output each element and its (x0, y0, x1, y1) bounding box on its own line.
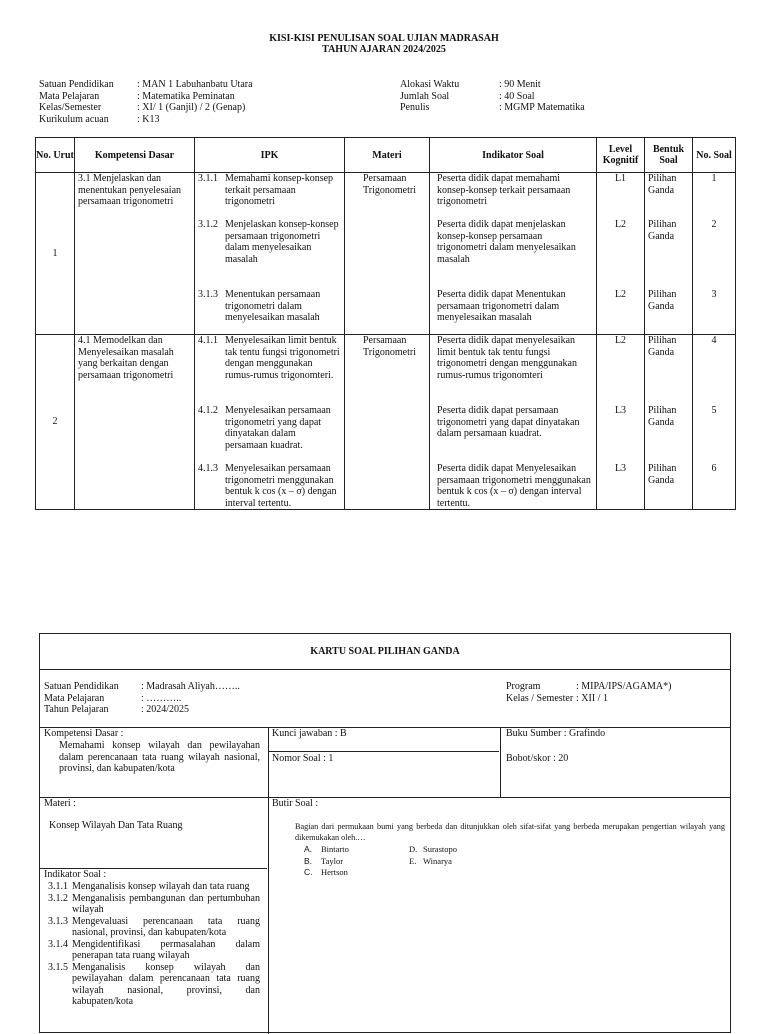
nosoal-cell (693, 335, 736, 510)
table-row (36, 173, 736, 335)
list-item (48, 881, 260, 893)
ipk-code: 3.1.3 (198, 289, 218, 300)
buku-sumber: Buku Sumber : Grafindo (506, 728, 606, 739)
indikator-item-text: Menganalisis konsep wilayah dan tata ruang (72, 881, 250, 892)
option-text: Taylor (321, 855, 344, 866)
card-meta-value: : Madrasah Aliyah…….. (141, 681, 240, 692)
bentuk-cell (645, 173, 693, 335)
indikator-cell (430, 335, 597, 510)
option-b[interactable] (304, 856, 349, 868)
indikator-text: Peserta didik dapat menjelaskan konsep-konsep persamaan trigonometri dalam menyelesaikan masalah (437, 219, 576, 265)
indikator-item-text: Mengevaluasi perencanaan tata ruang nasional, provinsi, dan kabupaten/kota (72, 915, 260, 938)
header-bentuk-soal: Bentuk Soal (645, 138, 693, 173)
option-c[interactable] (304, 867, 349, 879)
card-meta-left (44, 681, 240, 716)
group-number: 2 (36, 335, 75, 510)
ipk-text: Menyelesaikan limit bentuk tak tentu fungsi trigonometri dengan menggunakan rumus-rumus trigonomteri. (225, 335, 340, 381)
header-no-soal: No. Soal (693, 138, 736, 173)
card-meta-label: Satuan Pendidikan (44, 681, 119, 692)
indikator-text: Peserta didik dapat Menentukan persamaan trigonometri dalam menyelesaikan masalah (437, 289, 566, 323)
meta-label: Satuan Pendidikan (39, 79, 114, 90)
level-cell (597, 173, 645, 335)
bentuk-text: Pilihan Ganda (648, 335, 677, 358)
indikator-label: Indikator Soal : (44, 869, 107, 880)
meta-label: Alokasi Waktu (400, 79, 460, 90)
nosoal-cell (693, 173, 736, 335)
card-meta-value: : XII / 1 (576, 692, 608, 704)
meta-label: Kelas/Semester (39, 102, 102, 114)
list-item (48, 916, 260, 939)
option-d[interactable] (409, 844, 457, 856)
level-text: L2 (614, 335, 627, 346)
meta-left (39, 79, 253, 126)
table-row (36, 335, 736, 510)
level-text: L2 (614, 289, 627, 300)
ipk-code: 4.1.1 (198, 335, 218, 346)
card-title: KARTU SOAL PILIHAN GANDA (310, 646, 460, 657)
option-e[interactable] (409, 856, 457, 868)
question-text: Bagian dari permukaan bumi yang berbeda dan ditunjukkan oleh sifat-sifat yang berbeda merupakan pengertian wilayah yang dikemukakan oleh.… (295, 822, 725, 842)
meta-value: : 40 Soal (499, 90, 535, 102)
bentuk-text: Pilihan Ganda (648, 219, 677, 242)
meta-label: Penulis (400, 102, 430, 114)
ipk-code: 4.1.3 (198, 463, 218, 474)
ipk-cell (195, 335, 345, 510)
header-kompetensi-dasar: Kompetensi Dasar (75, 138, 195, 173)
card-meta-label: Mata Pelajaran (44, 692, 105, 704)
option-key: E. (409, 855, 417, 866)
group-number: 1 (36, 173, 75, 335)
kartu-soal-card (39, 633, 731, 1033)
ipk-code: 3.1.1 (198, 173, 218, 184)
indikator-list (48, 881, 260, 1031)
level-text: L3 (614, 405, 627, 416)
kd-text: 3.1 Menjelaskan dan menentukan penyelesaian persamaan trigonometri (78, 173, 182, 207)
indikator-code: 3.1.3 (48, 915, 68, 927)
materi-text: Persamaan Trigonometri (363, 335, 416, 358)
nosoal-text: 3 (711, 289, 717, 300)
header-indikator-soal: Indikator Soal (430, 138, 597, 173)
ipk-code: 3.1.2 (198, 219, 218, 230)
ipk-text: Menjelaskan konsep-konsep persamaan trigonometri dalam menyelesaikan masalah (225, 219, 339, 265)
ipk-code: 4.1.2 (198, 405, 218, 416)
options-left (304, 844, 349, 879)
option-a[interactable] (304, 844, 349, 856)
indikator-text: Peserta didik dapat memahami konsep-konsep terkait persamaan trigonometri (437, 173, 571, 207)
meta-label: Kurikulum acuan (39, 114, 109, 126)
option-text: Hertson (321, 867, 348, 877)
bentuk-text: Pilihan Ganda (648, 289, 677, 312)
ipk-cell (195, 173, 345, 335)
card-meta-value: : MIPA/IPS/AGAMA*) (576, 681, 672, 692)
materi-label: Materi : (44, 798, 76, 809)
kd-text: Memahami konsep wilayah dan pewilayahan dalam perencanaan tata ruang wilayah nasional, provinsi, dan kabupaten/kota (59, 740, 260, 774)
option-text: Winarya (423, 855, 452, 866)
option-key: D. (409, 844, 418, 854)
level-cell (597, 335, 645, 510)
indikator-cell (430, 173, 597, 335)
meta-right (400, 79, 585, 114)
header-ipk: IPK (195, 138, 345, 173)
bentuk-text: Pilihan Ganda (648, 173, 677, 196)
kd-cell (75, 335, 195, 510)
level-text: L1 (614, 173, 627, 184)
ipk-text: Menyelesaikan persamaan trigonometri menggunakan bentuk k cos (x – σ) dengan interval tertentu. (225, 463, 337, 509)
meta-value: : XI/ 1 (Ganjil) / 2 (Genap) (137, 102, 246, 114)
table-header-row (36, 138, 736, 173)
bentuk-text: Pilihan Ganda (648, 463, 677, 486)
meta-value: : MGMP Matematika (499, 102, 585, 114)
materi-cell (345, 335, 430, 510)
doc-title: KISI-KISI PENULISAN SOAL UJIAN MADRASAH (269, 33, 499, 44)
ipk-text: Menentukan persamaan trigonometri dalam menyelesaikan masalah (225, 289, 321, 323)
materi-cell (345, 173, 430, 335)
option-text: Surastopo (423, 844, 457, 854)
option-key: C. (304, 867, 313, 877)
header-no-urut: No. Urut (36, 138, 75, 173)
kd-cell (75, 173, 195, 335)
meta-label: Mata Pelajaran (39, 90, 100, 102)
ipk-text: Memahami konsep-konsep terkait persamaan trigonometri (225, 173, 334, 207)
indikator-item-text: Menganalisis pembangunan dan pertumbuhan wilayah (72, 892, 260, 915)
bobot-skor: Bobot/skor : 20 (506, 753, 569, 764)
list-item (48, 939, 260, 962)
kd-text: 4.1 Memodelkan dan Menyelesaikan masalah yang berkaitan dengan persamaan trigonometri (78, 335, 174, 381)
nosoal-text: 2 (711, 219, 717, 230)
meta-value: : 90 Menit (499, 79, 541, 90)
header-materi: Materi (345, 138, 430, 173)
indikator-text: Peserta didik dapat Menyelesaikan persamaan trigonometri menggunakan bentuk k cos (x – σ) dengan interval tertentu. (437, 463, 591, 509)
card-meta-label: Program (506, 681, 541, 692)
indikator-code: 3.1.1 (48, 881, 68, 892)
materi-text: Konsep Wilayah Dan Tata Ruang (49, 820, 183, 831)
ipk-text: Menyelesaikan persamaan trigonometri yang dapat dinyatakan dalam persamaan kuadrat. (225, 405, 331, 451)
indikator-item-text: Menganalisis konsep wilayah dan pewilayahan dalam perencanaan tata ruang wilayah nasional, provinsi, dan kabupaten/kota (72, 961, 260, 1007)
indikator-code: 3.1.5 (48, 961, 68, 973)
indikator-item-text: Mengidentifikasi permasalahan dalam penerapan tata ruang wilayah (72, 938, 260, 961)
indikator-text: Peserta didik dapat persamaan trigonometri yang dapat dinyatakan dalam persamaan kuadrat. (437, 405, 580, 439)
header-level-kognitif: Level Kognitif (597, 138, 645, 173)
nosoal-text: 5 (711, 405, 717, 416)
nosoal-text: 4 (711, 335, 717, 346)
indikator-text: Peserta didik dapat menyelesaikan limit bentuk tak tentu fungsi trigonometri dengan menggunakan rumus-rumus trigonomteri (437, 335, 577, 381)
meta-value: : MAN 1 Labuhanbatu Utara (137, 79, 253, 90)
nosoal-text: 1 (711, 173, 717, 184)
option-text: Bintarto (321, 844, 349, 854)
meta-value: : Matematika Peminatan (137, 90, 235, 102)
indikator-code: 3.1.2 (48, 892, 68, 904)
meta-label: Jumlah Soal (400, 90, 450, 102)
meta-value: : K13 (137, 114, 160, 126)
level-text: L2 (614, 219, 627, 230)
option-key: B. (304, 855, 313, 866)
bentuk-text: Pilihan Ganda (648, 405, 677, 428)
materi-text: Persamaan Trigonometri (363, 173, 416, 196)
list-item (48, 893, 260, 916)
kisi-table (35, 137, 736, 510)
indikator-code: 3.1.4 (48, 938, 68, 950)
nosoal-text: 6 (711, 463, 717, 474)
card-meta-right (506, 681, 671, 704)
butir-soal-label: Butir Soal : (272, 798, 319, 809)
doc-subtitle: TAHUN AJARAN 2024/2025 (322, 44, 446, 55)
card-meta-label: Tahun Pelajaran (44, 704, 109, 716)
kunci-jawaban: Kunci jawaban : B (272, 728, 347, 739)
card-meta-label: Kelas / Semester (506, 692, 574, 704)
bentuk-cell (645, 335, 693, 510)
kd-label: Kompetensi Dasar : (44, 728, 124, 739)
list-item (48, 962, 260, 1008)
nomor-soal: Nomor Soal : 1 (272, 753, 334, 764)
options-right (409, 844, 457, 867)
level-text: L3 (614, 463, 627, 474)
option-key: A. (304, 844, 313, 854)
card-meta-value: : 2024/2025 (141, 704, 190, 716)
card-meta-value: : ……….. (141, 692, 182, 704)
